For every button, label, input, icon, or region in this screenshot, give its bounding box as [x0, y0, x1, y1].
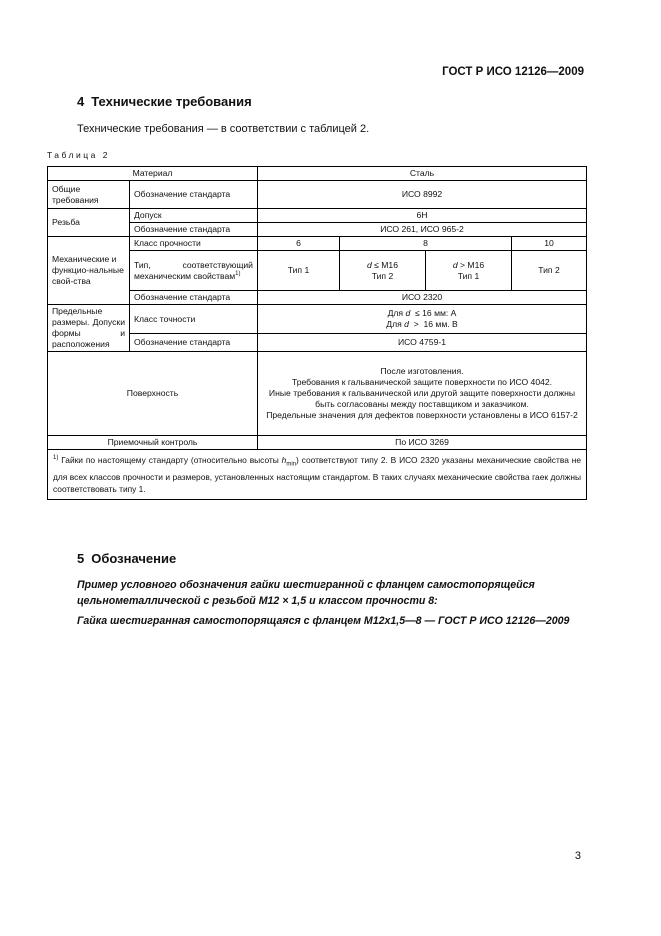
table-header-row — [48, 167, 587, 181]
type-class-8-small-value: Тип 2 — [371, 270, 394, 281]
header-steel: Сталь — [258, 167, 587, 181]
section-5-title: Обозначение — [91, 551, 177, 566]
accuracy-line-1 — [388, 308, 457, 318]
page-number: 3 — [574, 850, 581, 862]
footnote-post: ) соответствуют типу 2. В ИСО 2320 указаны механические свойства не для всех классов прочности и размеров, установленных настоящим стандартом. В таких случаях механические свойства гаек должны соответствовать типу 1. — [53, 455, 582, 494]
section-4-heading — [77, 94, 252, 109]
table-footnote-row — [48, 450, 587, 500]
type-footnote-mark: 1) — [235, 270, 241, 277]
h-symbol: h — [281, 455, 287, 465]
strength-class-10: 10 — [512, 237, 587, 251]
section-5-number: 5 — [77, 551, 85, 566]
acceptance-value: По ИСО 3269 — [258, 436, 587, 450]
accuracy-line-2 — [386, 319, 458, 329]
surface-line: Предельные значения для дефектов поверхности установлены в ИСО 6157-2 — [266, 410, 578, 420]
standard-label: Обозначение стандарта — [130, 181, 258, 209]
table-caption: Таблица 2 — [47, 150, 110, 160]
example-intro: Пример условного обозначения гайки шестигранной с фланцем самостопорящейся цельнометаллической с резьбой М12 × 1,5 и классом прочности 8: — [77, 579, 535, 607]
acceptance-label: Приемочный контроль — [48, 436, 258, 450]
surface-line: Требования к гальванической защите поверхности по ИСО 4042. — [291, 377, 553, 387]
accuracy-class-values — [258, 305, 587, 334]
type-class-8-small-cond: ≤ M16 — [371, 259, 398, 270]
strength-class-6: 6 — [258, 237, 340, 251]
standard-label: Обозначение стандарта — [130, 223, 258, 237]
tolerance-value: 6H — [258, 209, 587, 223]
table-row — [48, 181, 587, 209]
type-label — [130, 251, 258, 291]
d-symbol: d — [452, 259, 458, 270]
thread-label: Резьба — [48, 209, 130, 237]
surface-line: Иные требования к гальванической или другой защите поверхности должны быть согласованы между поставщиком и заказчиком. — [268, 388, 576, 409]
table-footnote — [48, 450, 587, 500]
accuracy-2-pre: Для — [386, 319, 405, 330]
footnote-pre: Гайки по настоящему стандарту (относительно высоты — [58, 455, 282, 465]
table-row — [48, 305, 587, 334]
mechanical-label: Механические и функцио-нальные свой-ства — [48, 237, 130, 305]
general-requirements-label: Общие требования — [48, 181, 130, 209]
standard-label: Обозначение стандарта — [130, 291, 258, 305]
d-symbol: d — [404, 319, 409, 330]
limits-standard-value: ИСО 4759-1 — [258, 334, 587, 352]
table-row — [48, 209, 587, 223]
surface-line: После изготовления. — [380, 366, 464, 376]
type-class-10: Тип 2 — [512, 251, 587, 291]
d-symbol: d — [405, 308, 411, 319]
strength-class-8: 8 — [340, 237, 512, 251]
section-5-heading — [77, 551, 176, 566]
surface-label: Поверхность — [48, 352, 258, 436]
strength-class-label: Класс прочности — [130, 237, 258, 251]
table-row — [48, 436, 587, 450]
requirements-table — [47, 166, 587, 500]
example-designation: Гайка шестигранная самостопорящаяся с фланцем М12х1,5—8 — ГОСТ Р ИСО 12126—2009 — [77, 615, 570, 627]
type-class-8-large-cond: > M16 — [457, 259, 485, 270]
thread-standard-value: ИСО 261, ИСО 965-2 — [258, 223, 587, 237]
mechanical-standard-value: ИСО 2320 — [258, 291, 587, 305]
limits-label: Предельные размеры. Допуски формы и расположения — [48, 305, 130, 352]
accuracy-2-post: > 16 мм. В — [408, 319, 458, 330]
document-code: ГОСТ Р ИСО 12126—2009 — [442, 66, 584, 78]
accuracy-1-post: ≤ 16 мм: А — [410, 308, 457, 319]
header-material: Материал — [48, 167, 258, 181]
table-row — [48, 237, 587, 251]
type-label-text: Тип, соответствующий механическим свойствам — [134, 259, 253, 281]
standard-label: Обозначение стандарта — [130, 334, 258, 352]
type-class-8-small — [340, 251, 426, 291]
table-row — [48, 352, 587, 436]
tolerance-label: Допуск — [130, 209, 258, 223]
general-standard-value: ИСО 8992 — [258, 181, 587, 209]
section-4-intro: Технические требования — в соответствии с таблицей 2. — [77, 123, 370, 135]
footnote-mark: 1) — [53, 455, 59, 462]
type-class-6: Тип 1 — [258, 251, 340, 291]
section-4-number: 4 — [77, 94, 85, 109]
accuracy-1-pre: Для — [387, 308, 406, 319]
type-class-8-large-value: Тип 1 — [457, 270, 480, 281]
d-symbol: d — [367, 259, 372, 270]
accuracy-class-label: Класс точности — [130, 305, 258, 334]
min-subscript: min — [286, 461, 297, 468]
section-4-title: Технические требования — [91, 94, 252, 109]
surface-requirements — [258, 352, 587, 436]
type-class-8-large — [426, 251, 512, 291]
